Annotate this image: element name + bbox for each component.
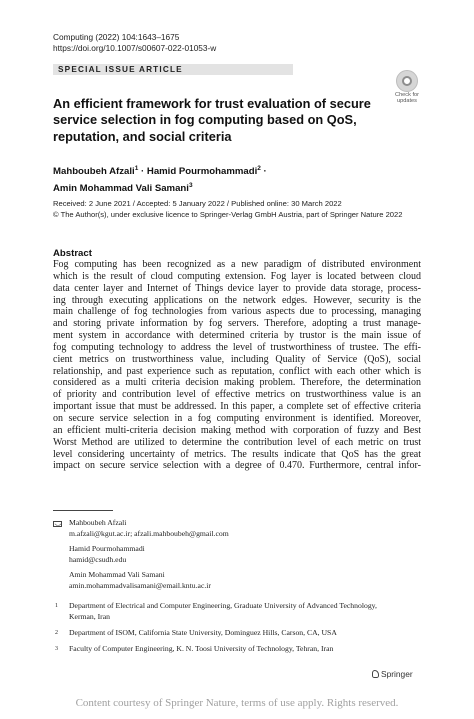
abstract-line: data center layer and Internet of Things device layer to provide data storage, process-	[53, 282, 421, 294]
refresh-icon	[396, 70, 418, 92]
contact-name: Mahboubeh Afzali	[69, 518, 127, 527]
abstract-line: and storing private information by fog servers. Therefore, adopting a trust manage-	[53, 318, 421, 330]
publisher-name: Springer	[381, 669, 413, 679]
abstract-line: ing through executing applications on the network edges. However, security is the	[53, 294, 421, 306]
journal-header	[53, 32, 216, 54]
springer-horse-icon	[372, 670, 379, 678]
contact-block	[69, 570, 399, 591]
author-list: Mahboubeh Afzali$^1$ · Hamid Pourmohammadi$^2$ · Amin Mohammad Vali Samani$^3$	[53, 165, 267, 194]
affiliation-number: 2	[55, 630, 58, 636]
contact-email[interactable]: hamid@csudh.edu	[69, 554, 127, 564]
contact-email[interactable]: m.afzali@kgut.ac.ir; afzali.mahboubeh@gmail.com	[69, 528, 229, 538]
article-type-label: SPECIAL ISSUE ARTICLE	[58, 65, 183, 74]
copyright-line: © The Author(s), under exclusive licence to Springer-Verlag GmbH Austria, part of Springer Nature 2022	[53, 209, 403, 219]
abstract-line: considered as a multi criteria decision making problem. Therefore, the determination	[53, 377, 421, 389]
author-name[interactable]: Hamid Pourmohammadi	[146, 166, 258, 178]
abstract-line: important issue that must be addressed. In this paper, a complete set of effective criteria	[53, 401, 421, 413]
abstract-line: fog computing technology to address the level of trustworthiness of trustee. The effi-	[53, 341, 421, 353]
affiliation-number: 3	[55, 646, 58, 652]
author-name[interactable]: Mahboubeh Afzali	[53, 166, 135, 178]
check-for-updates-badge[interactable]	[392, 70, 420, 110]
contact-name: Hamid Pourmohammadi	[69, 544, 145, 553]
abstract-line: Fog computing has been recognized as a new paradigm of distributed environment	[53, 259, 421, 270]
abstract-line: main challenge of fog technologies from various aspects due to processing, managing	[53, 306, 421, 318]
author-name[interactable]: Amin Mohammad Vali Samani	[53, 182, 189, 194]
contact-name: Amin Mohammad Vali Samani	[69, 570, 165, 579]
abstract-line: on secure service selection in a fog computing environment is identified. Moreover,	[53, 412, 421, 424]
envelope-icon	[53, 521, 62, 527]
contact-block	[69, 544, 399, 565]
abstract-line: which is the result of cloud computing extension. Fog layer is located between cloud	[53, 270, 421, 282]
courtesy-footer: Content courtesy of Springer Nature, terms of use apply. Rights reserved.	[75, 697, 399, 709]
abstract-line: ment system in accordance with determined criteria by trustor is the main issue of	[53, 330, 421, 342]
abstract-line: cient metrics on trustworthiness value, including Quality of Service (QoS), social	[53, 353, 421, 365]
affiliation-text: Department of ISOM, California State University, Dominguez Hills, Carson, CA, USA	[69, 628, 337, 637]
history-dates: Received: 2 June 2021 / Accepted: 5 January 2022 / Published online: 30 March 2022	[53, 199, 342, 208]
abstract-line: Worst Method are utilized to determine the contribution level of each metric on trust	[53, 436, 421, 448]
publication-dates	[53, 199, 433, 221]
abstract-line: relationship, and past experience such as reputation, conflict with each other which is	[53, 365, 421, 377]
abstract-heading: Abstract	[53, 248, 92, 259]
abstract-line: of priority and contribution level of effective metrics on trustworthiness value is an	[53, 389, 421, 401]
contact-email[interactable]: amin.mohammadvalisamani@email.kntu.ac.ir	[69, 580, 211, 590]
contact-block	[69, 518, 399, 539]
abstract-line: an efficient multi-criteria decision making method with corporation of fuzzy and Best	[53, 424, 421, 436]
footnote-divider	[53, 510, 113, 511]
abstract-line: impact on secure service selection with a degree of 0.470. Furthermore, central infor-	[53, 460, 421, 472]
affiliation-text: Department of Electrical and Computer Engineering, Graduate University of Advanced Technology, Kerman, Iran	[69, 601, 377, 621]
doi-link[interactable]: https://doi.org/10.1007/s00607-022-01053-w	[53, 43, 217, 53]
publisher-logo	[372, 669, 413, 679]
affiliation-text: Faculty of Computer Engineering, K. N. Toosi University of Technology, Tehran, Iran	[69, 644, 334, 653]
badge-label: Check for updates	[395, 92, 419, 104]
journal-citation: Computing (2022) 104:1643–1675	[53, 32, 180, 42]
abstract-body	[53, 259, 421, 472]
article-title: An efficient framework for trust evaluation of secure service selection in fog computing based on QoS, reputation, and social criteria	[53, 96, 371, 144]
affiliation-number: 1	[55, 603, 58, 609]
abstract-line: level considering uncertainty of metrics. The results indicate that QoS has the great	[53, 448, 421, 460]
